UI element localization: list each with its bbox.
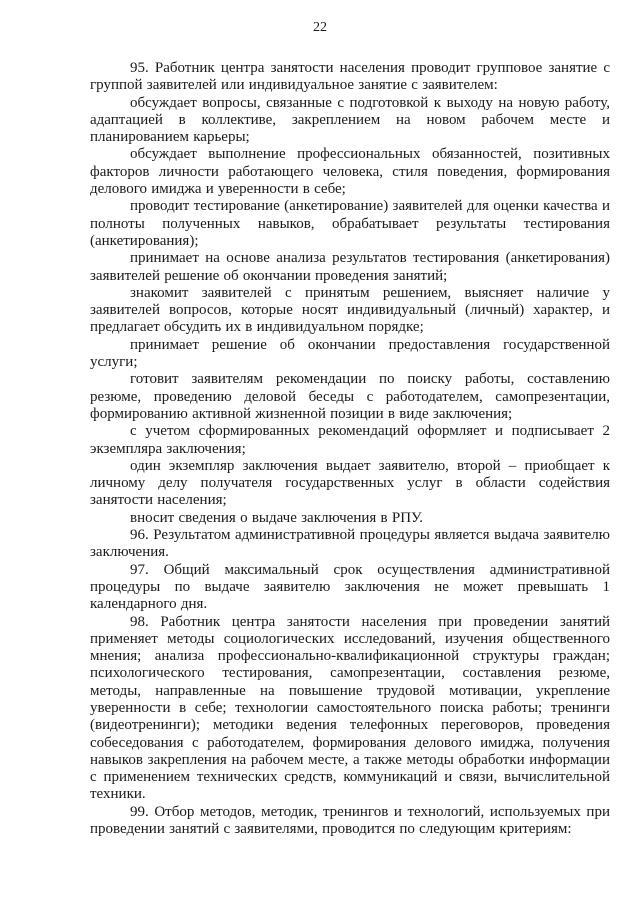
paragraph-prepares-recommendations: готовит заявителям рекомендации по поиску работы, составлению резюме, проведению деловой беседы с работодателем, самопрезентации, формированию активной жизненной позиции в виде заключения; (90, 371, 610, 422)
paragraph-discusses-preparation: обсуждает вопросы, связанные с подготовкой к выходу на новую работу, адаптацией в коллективе, закреплением на новом рабочем месте и планированием карьеры; (90, 94, 610, 146)
paragraph-98: 98. Работник центра занятости населения при проведении занятий применяет методы социологических исследований, изучения общественного мнения; анализа профессионально-квалификационной структуры граждан; психологического тестирования, самопрезентации, составления резюме, методы, направленные на повышение трудовой мотивации, укрепление уверенности в себе; технологии самостоятельного поиска работы; тренинги (видеотренинги); методики ведения телефонных переговоров, проведения собеседования с работодателем, формирования делового имиджа, получения навыков закрепления на рабочем месте, а также методы обработки информации с применением технических средств, коммуникаций и связи, вычислительной техники. (90, 613, 610, 803)
paragraph-97: 97. Общий максимальный срок осуществления административной процедуры по выдаче заявителю заключения не может превышать 1 календарного дня. (90, 561, 610, 613)
paragraph-discusses-duties: обсуждает выполнение профессиональных обязанностей, позитивных факторов личности работающего человека, стиля поведения, формирования делового имиджа и уверенности в себе; (90, 146, 610, 198)
paragraph-96: 96. Результатом административной процедуры является выдача заявителю заключения. (90, 527, 610, 561)
document-body (90, 60, 610, 838)
paragraph-conducts-testing: проводит тестирование (анкетирование) заявителей для оценки качества и полноты полученных навыков, обрабатывает результаты тестирования (анкетирования); (90, 198, 610, 249)
paragraph-decision-end-service: принимает решение об окончании предоставления государственной услуги; (90, 336, 610, 371)
paragraph-informs-applicants: знакомит заявителей с принятым решением, выясняет наличие у заявителей вопросов, которые носят индивидуальный (личный) характер, и предлагает обсудить их в индивидуальном порядке; (90, 284, 610, 336)
paragraph-signs-copies: с учетом сформированных рекомендаций оформляет и подписывает 2 экземпляра заключения; (90, 423, 610, 457)
paragraph-99: 99. Отбор методов, методик, тренингов и технологий, используемых при проведении занятий с заявителями, проводится по следующим критериям: (90, 803, 610, 838)
paragraph-issues-copy: один экземпляр заключения выдает заявителю, второй – приобщает к личному делу получателя государственных услуг в области содействия занятости населения; (90, 457, 610, 509)
paragraph-enters-rpu: вносит сведения о выдаче заключения в РПУ. (130, 509, 423, 526)
paragraph-decision-end-sessions: принимает на основе анализа результатов тестирования (анкетирования) заявителей решение об окончании проведения занятий; (90, 250, 610, 284)
paragraph-95-intro: 95. Работник центра занятости населения проводит групповое занятие с группой заявителей или индивидуальное занятие с заявителем: (90, 60, 610, 94)
page-number: 22 (313, 20, 327, 35)
